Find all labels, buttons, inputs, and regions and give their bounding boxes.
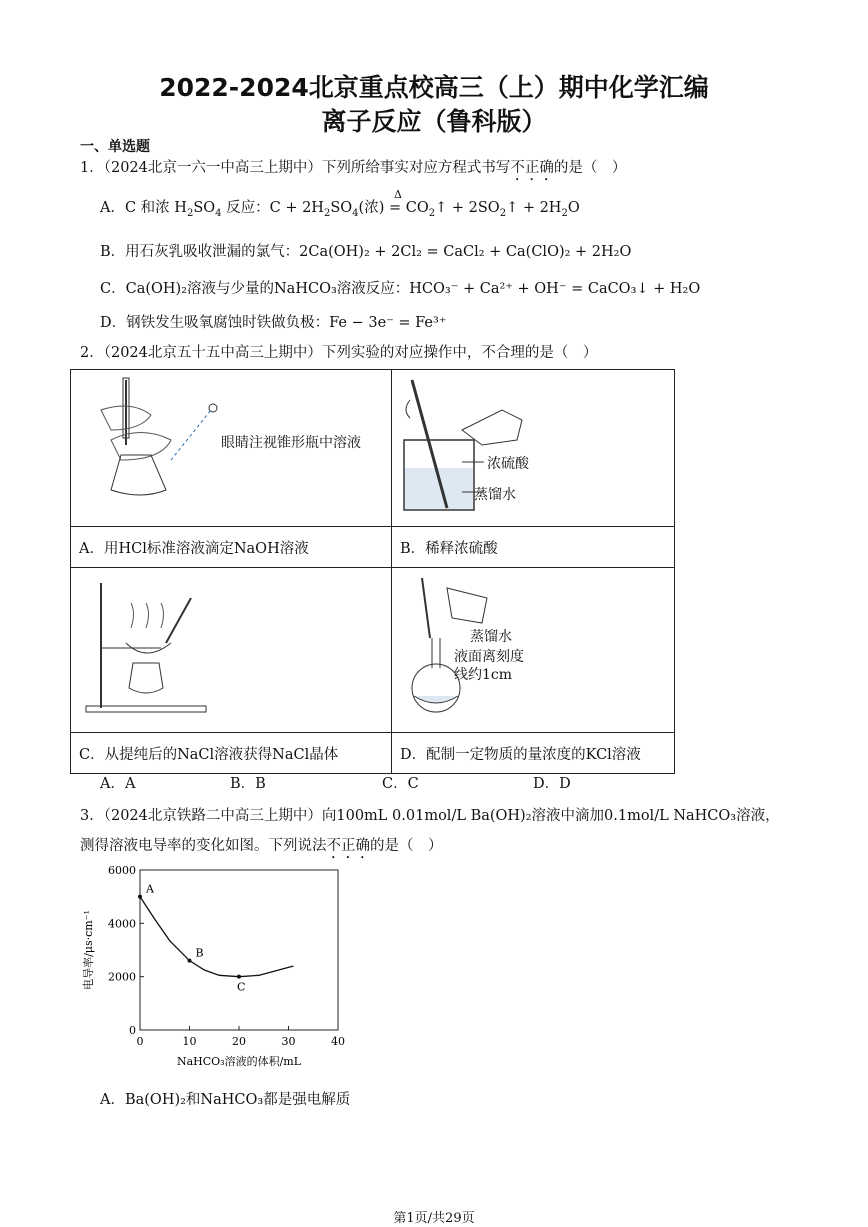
question-1-stem xyxy=(80,156,626,184)
question-2-stem: 2．（2024北京五十五中高三上期中）下列实验的对应操作中，不合理的是（ ） xyxy=(80,345,598,361)
page-subtitle: 离子反应（鲁科版） xyxy=(321,107,547,136)
page-footer: 第1页/共29页 xyxy=(393,1211,475,1226)
x-tick-label: 30 xyxy=(281,1035,296,1048)
caption-d: D．配制一定物质的量浓度的KCl溶液 xyxy=(392,733,675,774)
q1-option-a: A．C 和浓 $H_2SO_4$ 反应：$C + 2H_2SO_4$(浓) Δ = $CO_2↑$ + $2SO_2↑ + 2H_2O$ xyxy=(100,188,580,219)
page-title: 2022-2024北京重点校高三（上）期中化学汇编 xyxy=(159,73,709,102)
x-tick-label: 40 xyxy=(331,1035,345,1048)
choice-a[interactable]: A．A xyxy=(100,776,136,792)
image-cell-c xyxy=(71,568,392,733)
label-eye-watch: 眼睛注视锥形瓶中溶液 xyxy=(221,435,361,451)
point-c xyxy=(237,975,241,979)
point-label-a: A xyxy=(146,882,154,896)
plot-frame xyxy=(140,870,338,1030)
evaporation-illustration xyxy=(71,568,391,728)
label-conc-sulfuric: 浓硫酸 xyxy=(487,456,529,472)
point-label-c: C xyxy=(237,980,246,994)
y-tick-label: 2000 xyxy=(108,970,136,984)
choice-c[interactable]: C．C xyxy=(382,776,419,792)
q1-option-c: C．Ca(OH)₂溶液与少量的NaHCO₃溶液反应：HCO₃⁻ + Ca²⁺ + OH⁻ = CaCO₃↓ + H₂O xyxy=(100,281,701,297)
choice-b[interactable]: B．B xyxy=(230,776,266,792)
y-tick-label: 4000 xyxy=(108,917,136,931)
label-distilled-water: 蒸馏水 xyxy=(474,487,516,503)
caption-c: C．从提纯后的NaCl溶液获得NaCl晶体 xyxy=(71,733,392,774)
question-3-stem-line2 xyxy=(80,834,443,862)
section-heading: 一、单选题 xyxy=(80,139,150,155)
y-tick-label: 6000 xyxy=(108,864,136,877)
y-axis-label: 电导率/μs·cm⁻¹ xyxy=(82,910,95,990)
label-d-water: 蒸馏水 xyxy=(470,629,512,645)
image-cell-d xyxy=(392,568,675,733)
conductivity-line xyxy=(140,897,293,977)
x-tick-label: 10 xyxy=(182,1035,197,1048)
point-b xyxy=(188,959,192,963)
q3-stem-end: 的是（ ） xyxy=(370,838,443,854)
label-d-1cm: 线约1cm xyxy=(454,667,513,683)
dilution-illustration xyxy=(392,370,674,522)
image-cell-b xyxy=(392,370,675,527)
q3-stem-text: 测得溶液电导率的变化如图。下列说法 xyxy=(80,838,327,854)
q1-emphasis: 不正确 xyxy=(510,160,554,176)
y-tick-label: 0 xyxy=(129,1024,136,1037)
experiment-table xyxy=(70,369,675,774)
q3-option-a: A．Ba(OH)₂和NaHCO₃都是强电解质 xyxy=(100,1092,351,1108)
point-a xyxy=(138,895,142,899)
q1-stem-text: 1．（2024北京一六一中高三上期中）下列所给事实对应方程式书写 xyxy=(80,160,511,176)
image-cell-a xyxy=(71,370,392,527)
x-tick-label: 20 xyxy=(232,1035,246,1048)
volumetric-illustration xyxy=(392,568,674,728)
x-axis-label: NaHCO₃溶液的体积/mL xyxy=(176,1055,302,1068)
q1-option-b: B．用石灰乳吸收泄漏的氯气：2Ca(OH)₂ + 2Cl₂ = CaCl₂ + Ca(ClO)₂ + 2H₂O xyxy=(100,244,632,260)
q1-option-d: D．钢铁发生吸氧腐蚀时铁做负极：Fe − 3e⁻ = Fe³⁺ xyxy=(100,315,447,331)
label-d-surface: 液面离刻度 xyxy=(454,649,524,665)
x-tick-label: 0 xyxy=(136,1035,144,1048)
conductivity-chart xyxy=(70,860,370,1075)
point-label-b: B xyxy=(195,946,204,960)
caption-a: A．用HCl标准溶液滴定NaOH溶液 xyxy=(71,527,392,568)
caption-b: B．稀释浓硫酸 xyxy=(392,527,675,568)
q1-stem-end: 的是（ ） xyxy=(553,160,627,176)
question-3-stem-line1: 3．（2024北京铁路二中高三上期中）向100mL 0.01mol/L Ba(OH)₂溶液中滴加0.1mol/L NaHCO₃溶液， xyxy=(80,808,780,824)
choice-d[interactable]: D．D xyxy=(533,776,571,792)
q3-emphasis: 不正确 xyxy=(326,838,370,854)
